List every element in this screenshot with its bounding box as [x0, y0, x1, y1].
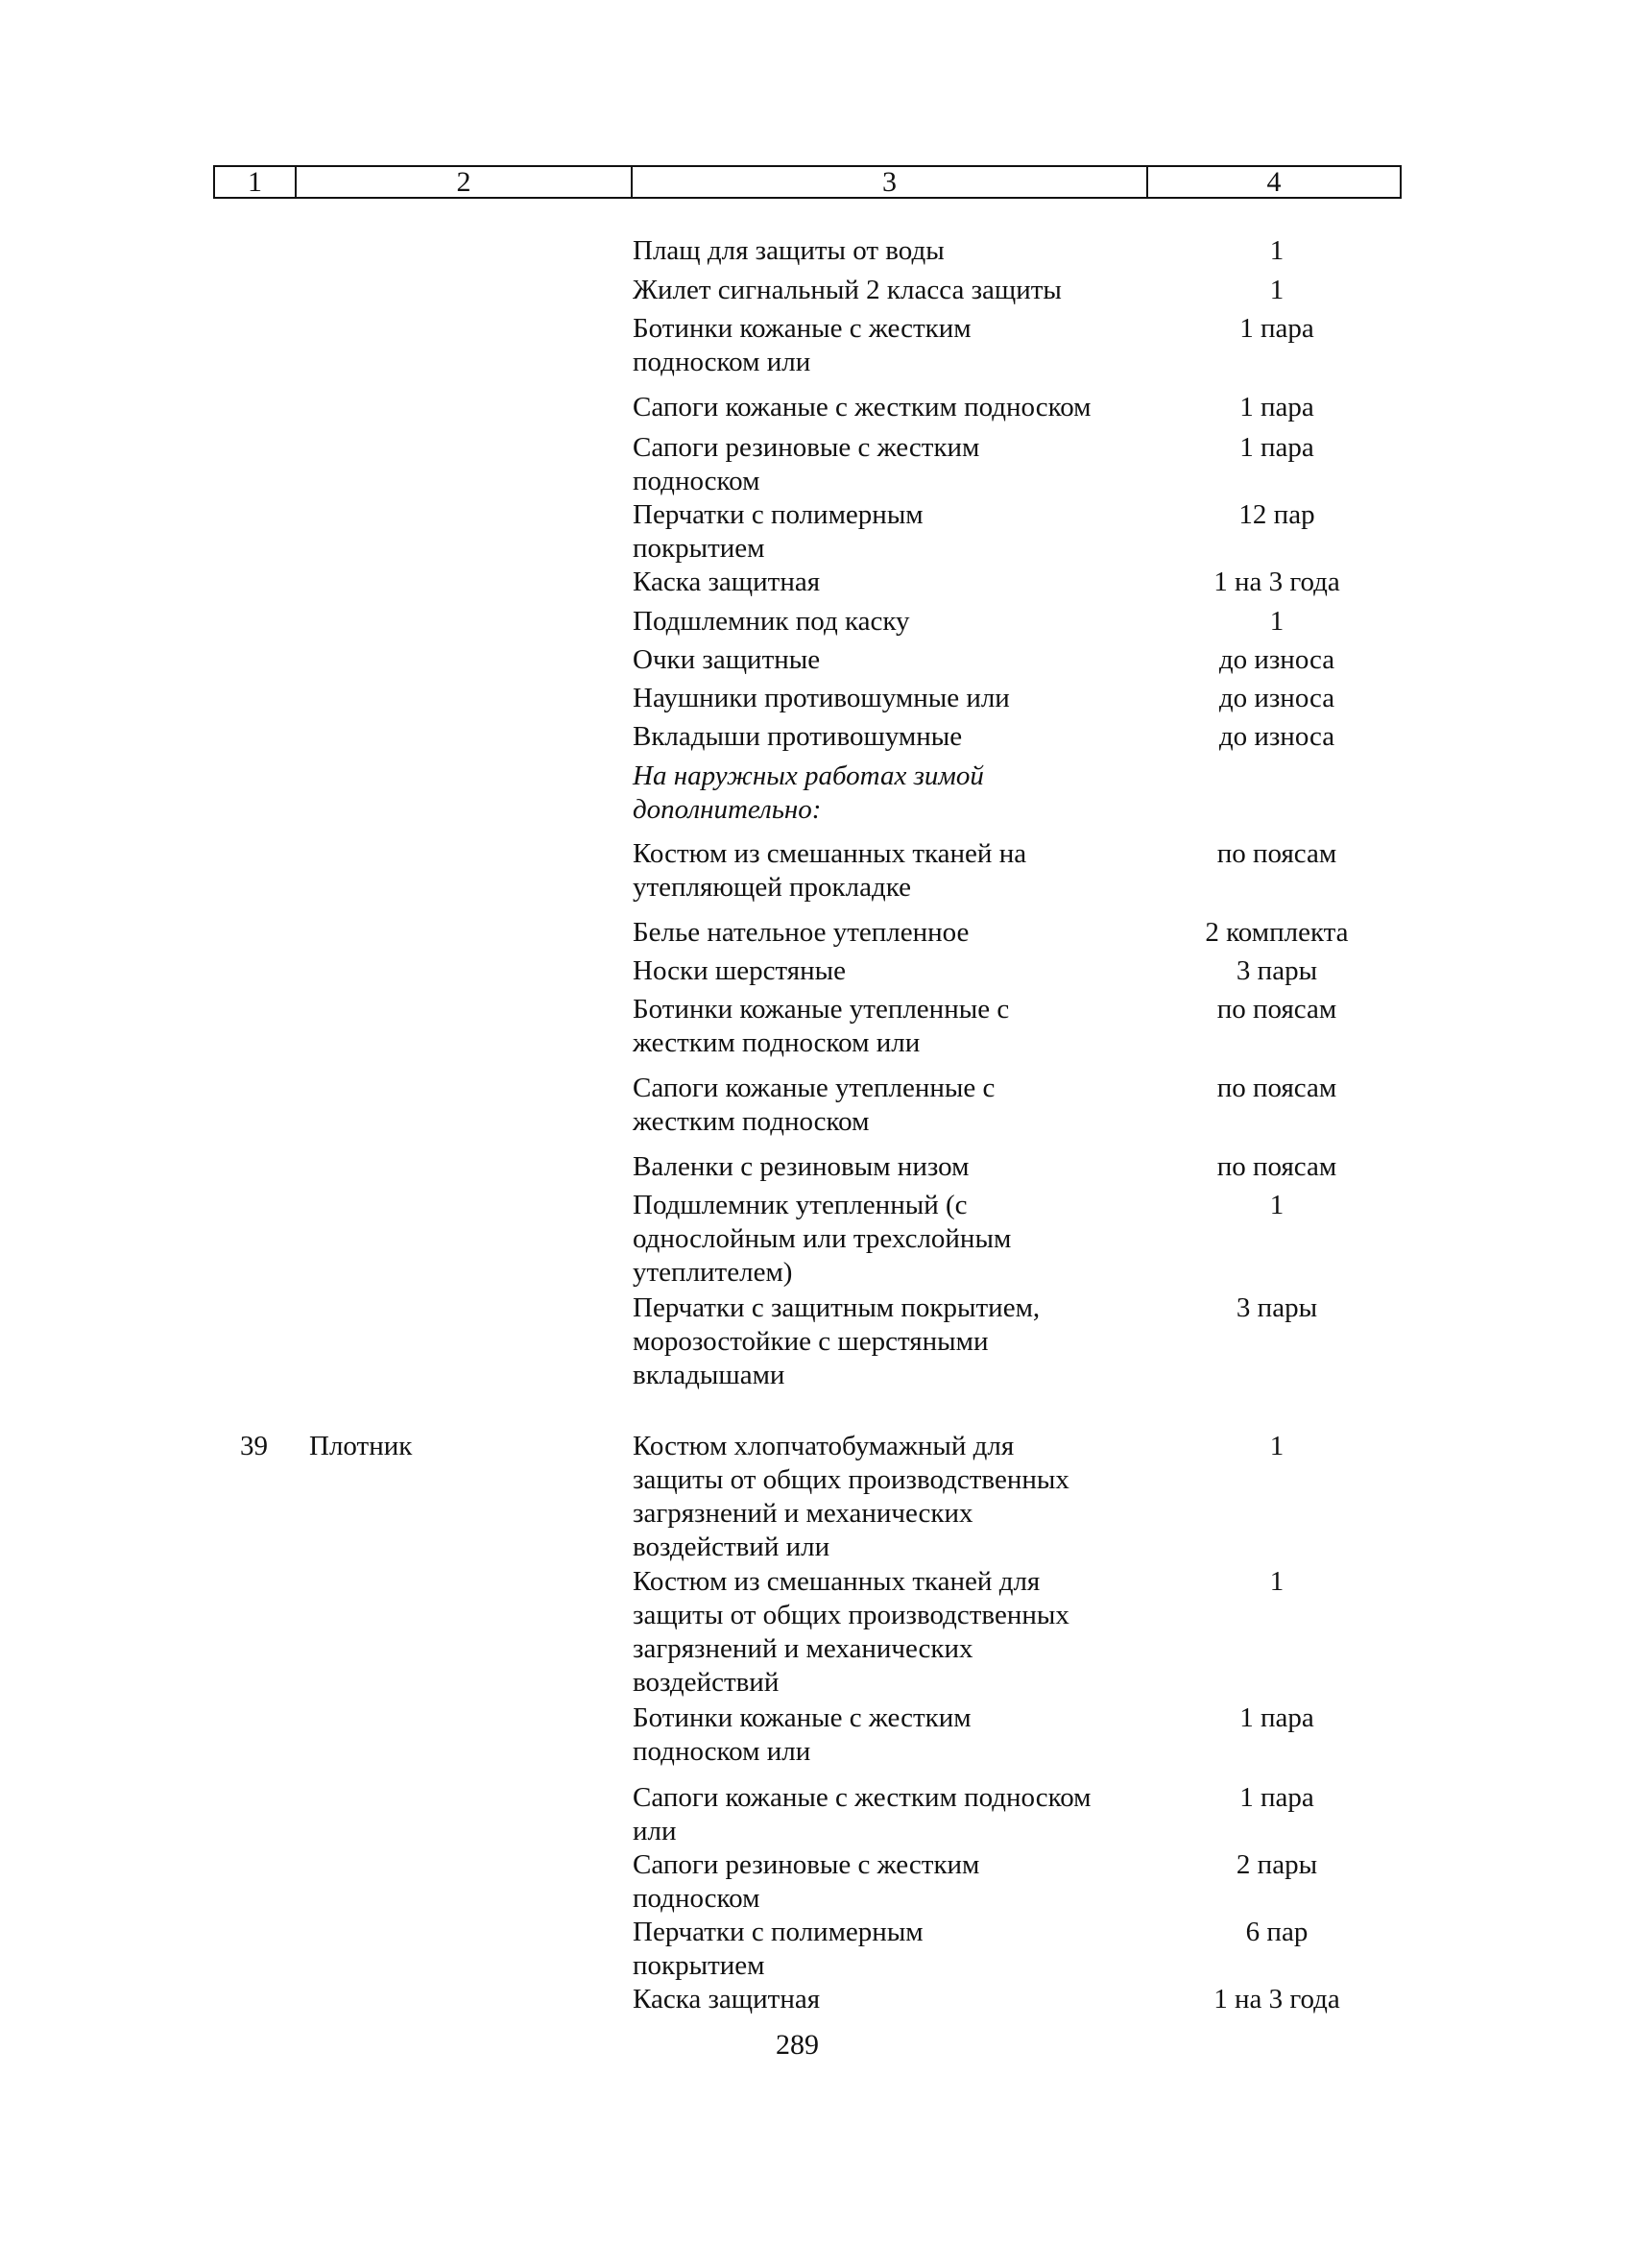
- item-name: Ботинки кожаные с жестким подноском или: [633, 313, 972, 377]
- page-number: 289: [776, 2029, 819, 2061]
- item-name: Подшлемник утепленный (с однослойным или трехслойным утеплителем): [633, 1190, 1012, 1288]
- item-quantity: по поясам: [1216, 838, 1337, 869]
- item-name: Подшлемник под каску: [633, 606, 910, 637]
- item-quantity: 6 пар: [1245, 1917, 1309, 1947]
- header-col-1: 1: [215, 167, 297, 197]
- item-quantity: по поясам: [1216, 1151, 1337, 1182]
- winter-work-subheading: На наружных работах зимой дополнительно:: [633, 760, 984, 825]
- item-quantity: 1: [1269, 1566, 1285, 1597]
- item-name: Сапоги кожаные утепленные с жестким подноском: [633, 1073, 996, 1137]
- item-name: Валенки с резиновым низом: [633, 1151, 970, 1182]
- item-name: Сапоги резиновые с жестким подноском: [633, 1849, 980, 1914]
- item-name: Наушники противошумные или: [633, 683, 1010, 713]
- item-quantity: до износа: [1218, 721, 1335, 752]
- item-quantity: 1: [1269, 1190, 1285, 1220]
- item-name: Ботинки кожаные утепленные с жестким подноском или: [633, 994, 1010, 1058]
- profession-name: Плотник: [309, 1431, 413, 1461]
- header-col-2: 2: [297, 167, 633, 197]
- item-quantity: по поясам: [1216, 994, 1337, 1025]
- item-quantity: 2 комплекта: [1205, 917, 1349, 948]
- item-name: Сапоги резиновые с жестким подноском: [633, 432, 980, 496]
- item-quantity: 1 пара: [1239, 1782, 1314, 1813]
- item-quantity: 3 пары: [1236, 1292, 1318, 1323]
- item-name: Перчатки с полимерным покрытием: [633, 499, 924, 564]
- item-name: Белье нательное утепленное: [633, 917, 970, 948]
- item-quantity: 1 пара: [1239, 432, 1314, 463]
- item-quantity: 1 пара: [1239, 1702, 1314, 1733]
- item-name: Очки защитные: [633, 644, 821, 675]
- item-quantity: по поясам: [1216, 1073, 1337, 1103]
- item-name: Носки шерстяные: [633, 955, 846, 986]
- item-name: Костюм хлопчатобумажный для защиты от общих производственных загрязнений и механических воздействий или: [633, 1431, 1069, 1562]
- profession-number: 39: [240, 1431, 268, 1461]
- item-quantity: до износа: [1218, 644, 1335, 675]
- item-name: Сапоги кожаные с жестким подноском: [633, 392, 1092, 422]
- item-quantity: до износа: [1218, 683, 1335, 713]
- item-name: Каска защитная: [633, 567, 821, 597]
- item-name: Ботинки кожаные с жестким подноском или: [633, 1702, 972, 1767]
- item-quantity: 3 пары: [1236, 955, 1318, 986]
- item-quantity: 2 пары: [1236, 1849, 1318, 1880]
- item-name: Костюм из смешанных тканей на утепляющей прокладке: [633, 838, 1027, 903]
- item-name: Каска защитная: [633, 1984, 821, 2015]
- item-name: Перчатки с защитным покрытием, морозостойкие с шерстяными вкладышами: [633, 1292, 1041, 1390]
- item-quantity: 1: [1269, 235, 1285, 266]
- item-name: Плащ для защиты от воды: [633, 235, 945, 266]
- item-name: Сапоги кожаные с жестким подноском или: [633, 1782, 1092, 1846]
- header-col-3: 3: [633, 167, 1148, 197]
- item-name: Костюм из смешанных тканей для защиты от общих производственных загрязнений и механических воздействий: [633, 1566, 1069, 1698]
- item-name: Перчатки с полимерным покрытием: [633, 1917, 924, 1981]
- header-col-4: 4: [1266, 166, 1282, 198]
- item-quantity: 1: [1269, 1431, 1285, 1461]
- item-quantity: 1 на 3 года: [1213, 567, 1340, 597]
- item-name: Жилет сигнальный 2 класса защиты: [633, 275, 1062, 305]
- item-name: Вкладыши противошумные: [633, 721, 963, 752]
- item-quantity: 1 на 3 года: [1213, 1984, 1340, 2015]
- item-quantity: 1: [1269, 606, 1285, 637]
- item-quantity: 1: [1269, 275, 1285, 305]
- item-quantity: 1 пара: [1239, 313, 1314, 344]
- item-quantity: 12 пар: [1238, 499, 1315, 530]
- column-number-header: [213, 165, 1402, 199]
- item-quantity: 1 пара: [1239, 392, 1314, 422]
